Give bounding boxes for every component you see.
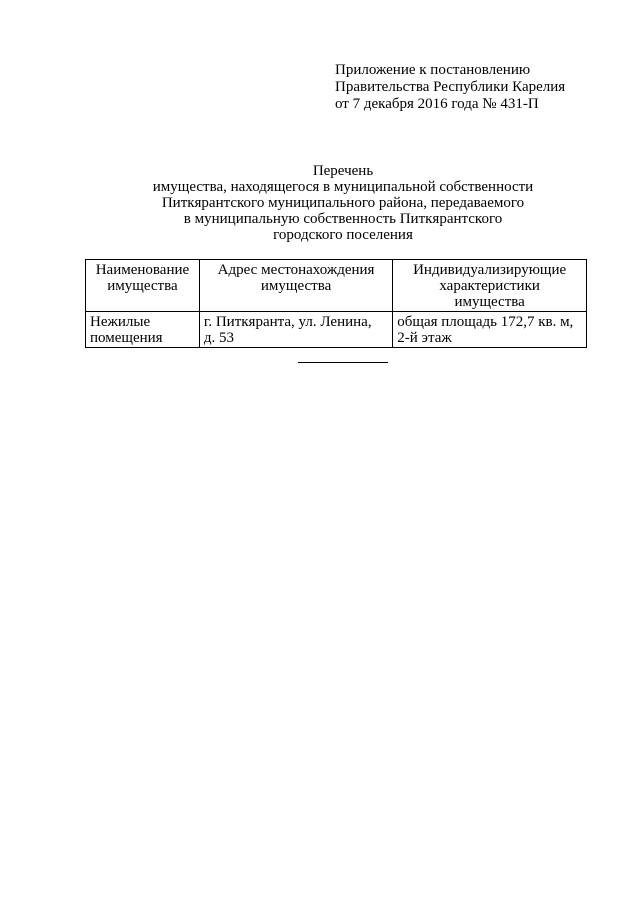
appendix-line: от 7 декабря 2016 года № 431-П [335, 96, 539, 112]
title-line: имущества, находящегося в муниципальной собственности [152, 179, 534, 195]
title-line: Питкярантского муниципального района, передаваемого [161, 195, 525, 211]
appendix-line: Правительства Республики Карелия [335, 79, 566, 95]
table-header-row [86, 260, 587, 312]
title-heading: Перечень [312, 163, 374, 179]
document-title [80, 163, 606, 243]
table-row [86, 312, 587, 348]
header-property-address: Адрес местонахождения имущества [199, 260, 392, 312]
title-line: городского поселения [273, 227, 413, 243]
title-line: в муниципальную собственность Питкярантского [183, 211, 503, 227]
appendix-line: Приложение к постановлению [335, 62, 531, 78]
cell-property-characteristics: общая площадь 172,7 кв. м, 2-й этаж [393, 312, 587, 348]
cell-property-name: Нежилые помещения [86, 312, 200, 348]
cell-property-address: г. Питкяранта, ул. Ленина, д. 53 [199, 312, 392, 348]
appendix-reference [335, 62, 595, 113]
header-property-characteristics: Индивидуализирующие характеристики имущества [393, 260, 587, 312]
property-table [85, 259, 587, 348]
closing-divider [298, 362, 388, 363]
header-property-name: Наименование имущества [86, 260, 200, 312]
